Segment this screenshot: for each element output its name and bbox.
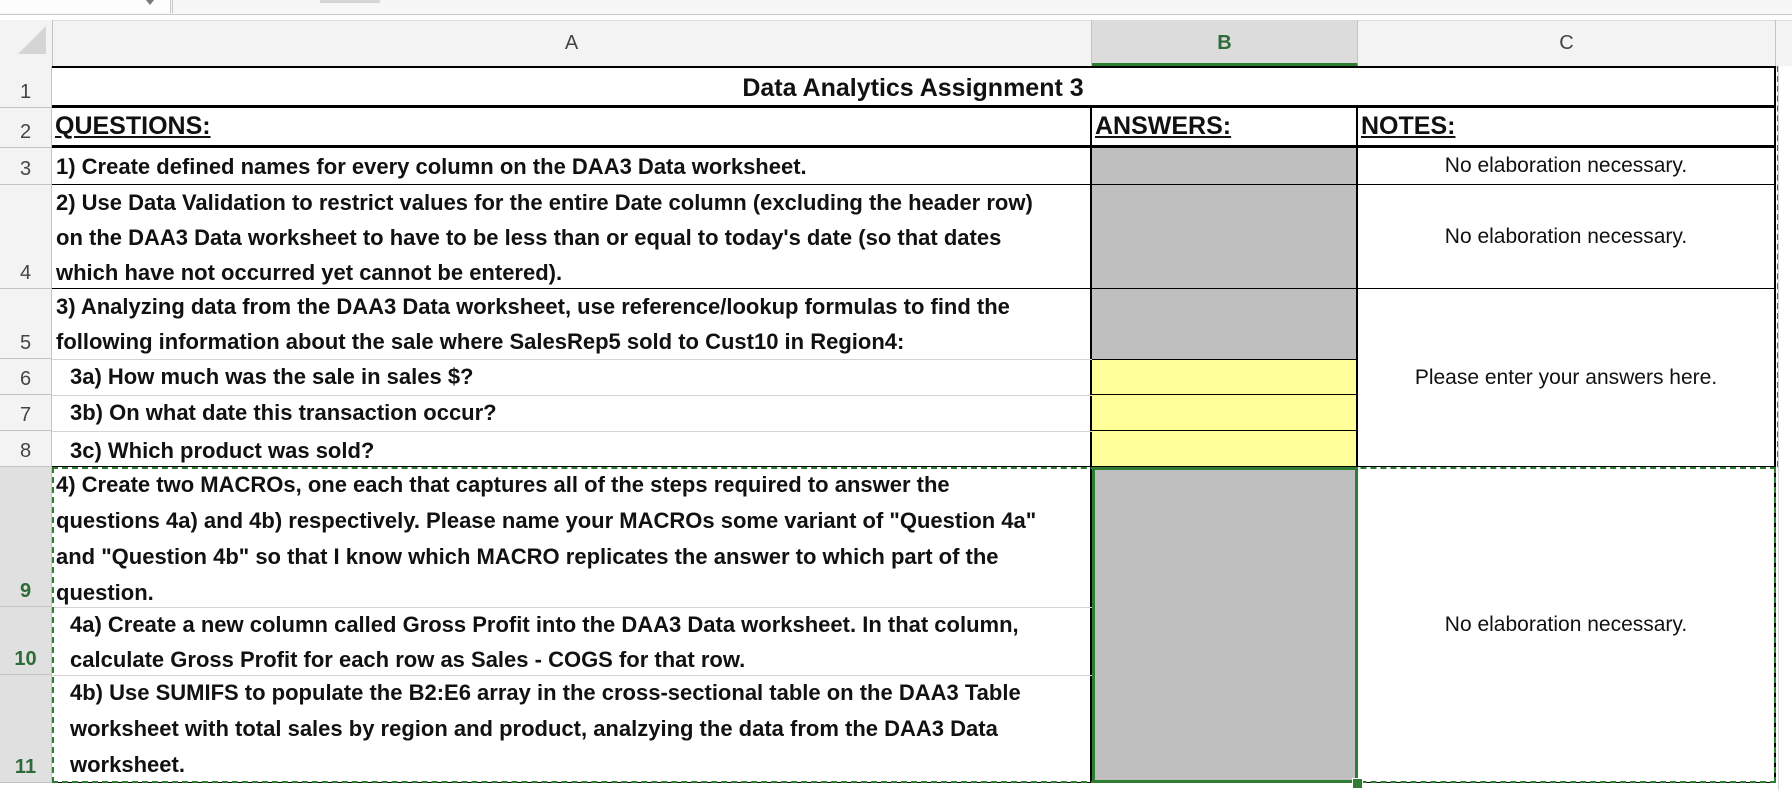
gridline: [52, 431, 1092, 432]
answer-cell-4-selected[interactable]: [1092, 467, 1358, 783]
answer-input-3c[interactable]: [1092, 431, 1358, 467]
column-header-b[interactable]: B: [1092, 20, 1358, 66]
note-1[interactable]: No elaboration necessary.: [1358, 148, 1776, 185]
note-2[interactable]: No elaboration necessary.: [1358, 185, 1776, 289]
gridline: [52, 675, 1092, 676]
row-header-11[interactable]: 11: [0, 675, 52, 783]
note-4[interactable]: No elaboration necessary.: [1358, 467, 1776, 783]
column-header-c[interactable]: C: [1358, 20, 1776, 66]
question-3b[interactable]: 3b) On what date this transaction occur?: [52, 395, 1092, 431]
question-4b[interactable]: 4b) Use SUMIFS to populate the B2:E6 array in the cross-sectional table on the DAA3 Table worksheet with total sales by region and product, analzying the data from the DAA3 Data worksheet.: [52, 675, 1092, 783]
fill-handle[interactable]: [1352, 778, 1363, 789]
select-all-icon: [18, 26, 46, 54]
row-header-7[interactable]: 7: [0, 395, 52, 431]
chevron-down-icon[interactable]: [146, 0, 154, 5]
gridline: [52, 607, 1092, 608]
notes-header[interactable]: NOTES:: [1358, 108, 1776, 148]
question-4a[interactable]: 4a) Create a new column called Gross Profit into the DAA3 Data worksheet. In that column, calculate Gross Profit for each row as Sales - COGS for that row.: [52, 607, 1092, 675]
answer-input-3b[interactable]: [1092, 395, 1358, 431]
formula-divider: [172, 0, 173, 13]
row-header-4[interactable]: 4: [0, 185, 52, 289]
note-3[interactable]: Please enter your answers here.: [1358, 289, 1776, 467]
question-2[interactable]: 2) Use Data Validation to restrict values for the entire Date column (excluding the header row) on the DAA3 Data worksheet to have to be less than or equal to today's date (so that dates which have not occurred yet cannot be entered).: [52, 185, 1092, 289]
row-header-2[interactable]: 2: [0, 108, 52, 148]
row-header-6[interactable]: 6: [0, 359, 52, 395]
question-3a[interactable]: 3a) How much was the sale in sales $?: [52, 359, 1092, 395]
question-4[interactable]: 4) Create two MACROs, one each that captures all of the steps required to answer the questions 4a) and 4b) respectively. Please name your MACROs some variant of "Question 4a" and "Question 4b" so that I know which MACRO replicates the answer to which part of the question.: [52, 467, 1092, 607]
column-header-a[interactable]: A: [52, 20, 1092, 66]
question-3c[interactable]: 3c) Which product was sold?: [52, 431, 1092, 467]
sheet-title[interactable]: Data Analytics Assignment 3: [52, 66, 1776, 108]
row-header-1[interactable]: 1: [0, 66, 52, 108]
questions-header[interactable]: QUESTIONS:: [52, 108, 1092, 148]
row-header-8[interactable]: 8: [0, 431, 52, 467]
row-header-3[interactable]: 3: [0, 148, 52, 185]
question-3[interactable]: 3) Analyzing data from the DAA3 Data worksheet, use reference/lookup formulas to find the following information about the sale where SalesRep5 sold to Cust10 in Region4:: [52, 289, 1092, 359]
formula-bar: [0, 0, 1792, 15]
answers-header[interactable]: ANSWERS:: [1092, 108, 1358, 148]
answer-cell-2[interactable]: [1092, 185, 1358, 289]
formula-input[interactable]: [320, 0, 380, 3]
column-d-partial[interactable]: [1778, 66, 1792, 790]
answer-cell-1[interactable]: [1092, 148, 1358, 185]
answer-cell-3[interactable]: [1092, 289, 1358, 359]
row-header-10[interactable]: 10: [0, 607, 52, 675]
question-1[interactable]: 1) Create defined names for every column on the DAA3 Data worksheet.: [52, 148, 1092, 185]
row-header-5[interactable]: 5: [0, 289, 52, 359]
gridline: [52, 359, 1092, 360]
gridline: [52, 395, 1092, 396]
row-header-9[interactable]: 9: [0, 467, 52, 607]
answer-input-3a[interactable]: [1092, 359, 1358, 395]
